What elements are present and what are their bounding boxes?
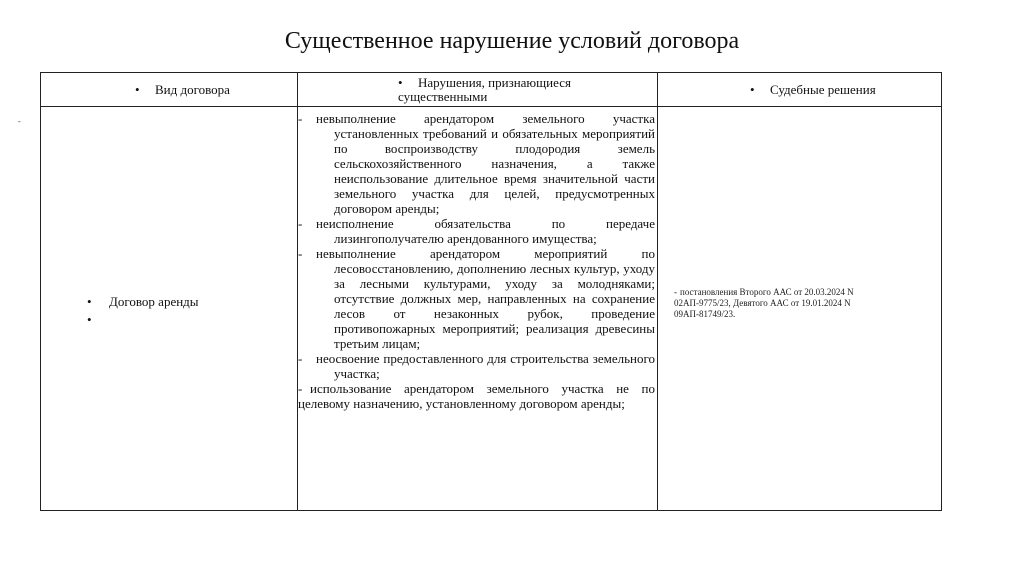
- slide-title: Существенное нарушение условий договора: [284, 28, 740, 54]
- contract-violations-table: [40, 72, 942, 511]
- decisions-cell: [658, 107, 942, 511]
- kind-cell: [41, 107, 298, 511]
- header-decisions-label: Судебные решения: [770, 81, 876, 97]
- list-item: •: [87, 312, 92, 327]
- header-violations: [298, 73, 658, 107]
- violations-cell: [298, 107, 658, 511]
- header-kind: [41, 73, 298, 107]
- list-item: - использование арендатором земельного участка не по целевому назначению, установленному договором аренды;: [298, 381, 655, 411]
- violations-list: [298, 107, 657, 411]
- header-row: [41, 73, 942, 107]
- left-margin-mark: -: [18, 117, 21, 126]
- list-item: • Договор аренды: [87, 294, 199, 309]
- header-kind-label: Вид договора: [155, 81, 230, 97]
- header-bullet: •: [398, 74, 403, 90]
- kind-item-label: Договор аренды: [109, 294, 199, 309]
- kind-list: [87, 293, 199, 329]
- list-item: - невыполнение арендатором земельного участка установленных требований и обязательных мероприятий по воспроизводству плодородия земель сельскохозяйственного назначения, а также неиспользование длительное время значительной части земельного участка для целей, предусмотренных договором аренды;: [298, 111, 655, 216]
- header-violations-label: Нарушения, признающиеся существенными: [398, 74, 571, 104]
- table-row: [41, 107, 942, 511]
- list-item: - неисполнение обязательства по передаче лизингополучателю арендованного имущества;: [298, 216, 655, 246]
- header-bullet: •: [135, 81, 140, 97]
- list-item: - невыполнение арендатором мероприятий по лесовосстановлению, дополнению лесных культур, уходу за лесными культурами, уходу за молодняками; отсутствие должных мер, направленных на сохранение лесов от незаконных рубок, проведение противопожарных мероприятий; реализация древесины третьим лицам;: [298, 246, 655, 351]
- header-decisions: [658, 73, 942, 107]
- header-bullet: •: [750, 81, 755, 97]
- list-item: - неосвоение предоставленного для строительства земельного участка;: [298, 351, 655, 381]
- decisions-text: - постановления Второго ААС от 20.03.2024 N 02АП-9775/23, Девятого ААС от 19.01.2024 N 09АП-81749/23.: [674, 287, 854, 319]
